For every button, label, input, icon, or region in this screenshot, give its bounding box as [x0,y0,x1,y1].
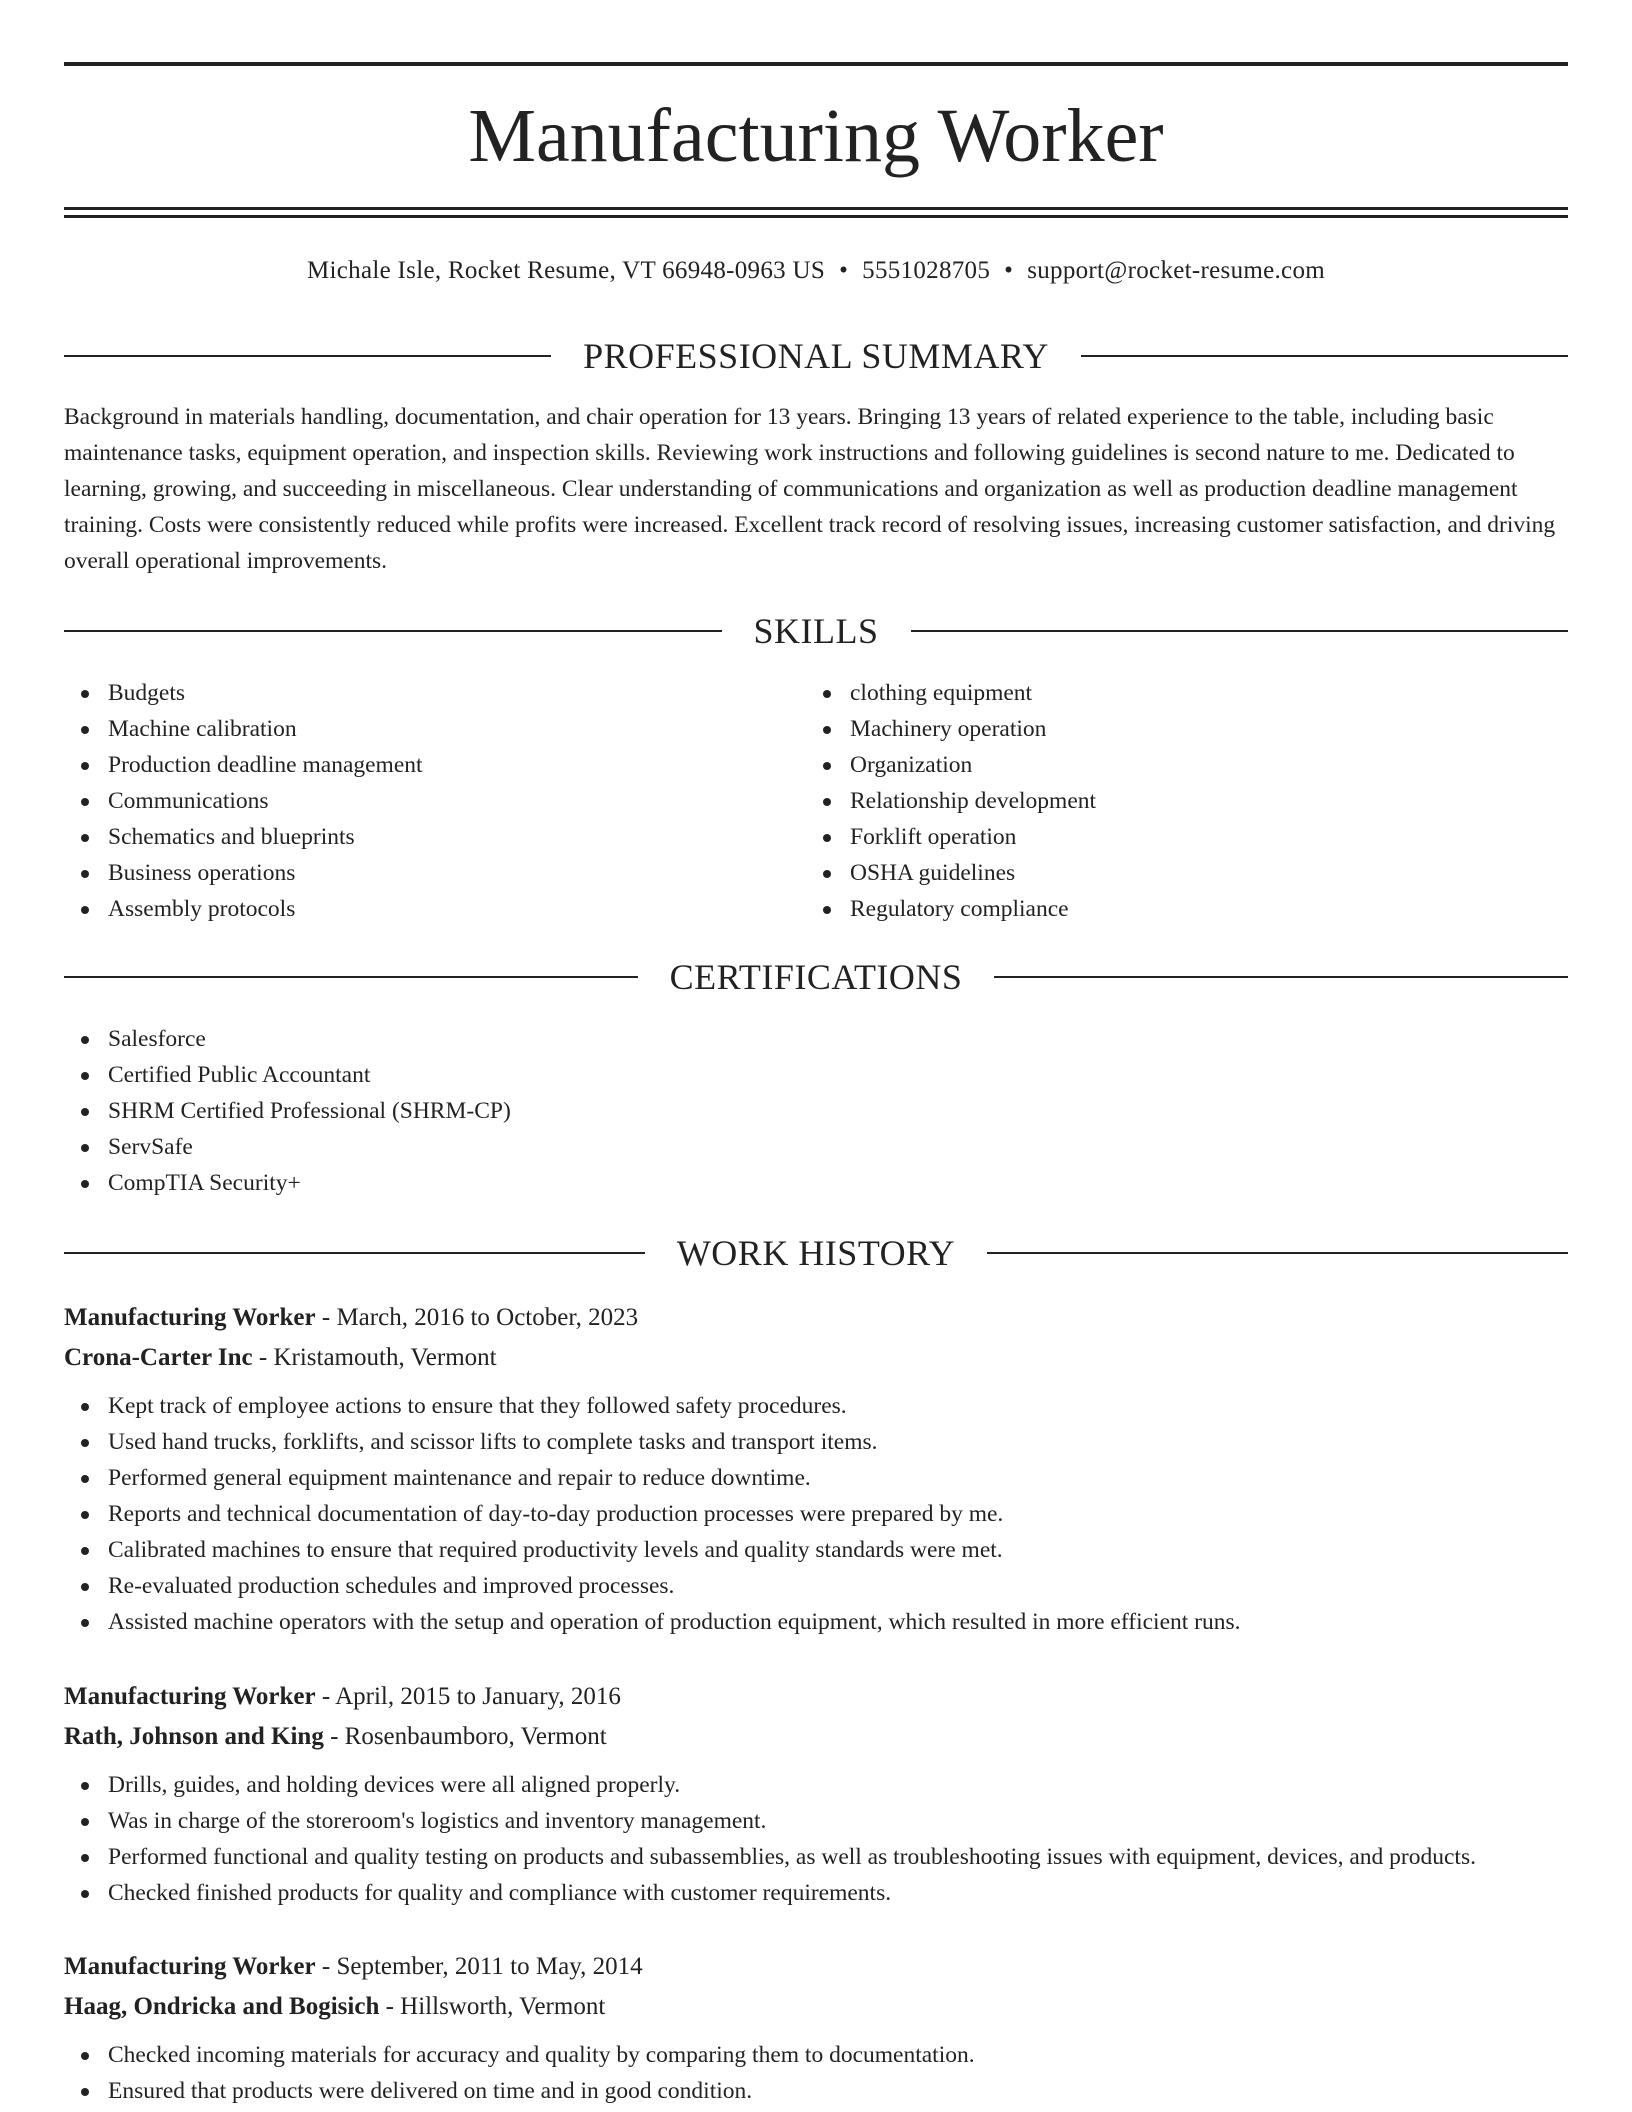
skills-heading-label: SKILLS [753,611,879,651]
skill-item: Business operations [64,855,423,891]
job-duty: Performed general equipment maintenance and repair to reduce downtime. [64,1460,1568,1496]
job-company-line [64,1987,1568,2027]
job-duty: Used hand trucks, forklifts, and scissor lifts to complete tasks and transport items. [64,1424,1568,1460]
job-duty: Re-evaluated production schedules and improved processes. [64,1568,1568,1604]
heading-rule-right [987,1252,1568,1254]
skills-list-right [806,675,1096,927]
certification-item: CompTIA Security+ [64,1165,511,1201]
skill-item: Organization [806,747,1096,783]
job-duty: Calibrated machines to ensure that required productivity levels and quality standards were met. [64,1532,1568,1568]
heading-rule-right [911,630,1569,632]
job-duty: Checked finished products for quality and compliance with customer requirements. [64,1875,1568,1911]
heading-rule-left [64,1252,645,1254]
job-duty: Was in charge of the storeroom's logistics and inventory management. [64,1803,1568,1839]
skill-item: Assembly protocols [64,891,423,927]
skills-list-left [64,675,423,927]
skill-item: Relationship development [806,783,1096,819]
contact-phone: 5551028705 [862,257,991,284]
certifications-heading-label: CERTIFICATIONS [669,957,963,997]
job-company: Rath, Johnson and King [64,1723,324,1750]
certifications-section-heading [64,955,1568,999]
job-location: - Kristamouth, Vermont [252,1344,497,1371]
heading-rule-left [64,355,551,357]
job-duty: Kept track of employee actions to ensure that they followed safety procedures. [64,1388,1568,1424]
job-dates: - March, 2016 to October, 2023 [315,1304,639,1331]
job-company: Crona-Carter Inc [64,1344,253,1371]
job-title-line [64,1298,1568,1338]
contact-address: Michale Isle, Rocket Resume, VT 66948-0963 US [307,257,826,284]
heading-rule-right [1081,355,1568,357]
certification-item: Salesforce [64,1021,511,1057]
contact-line [64,254,1568,288]
skill-item: Forklift operation [806,819,1096,855]
title-rule-upper [64,207,1568,210]
skill-item: OSHA guidelines [806,855,1096,891]
job-entry [64,1298,1568,1640]
skill-item: clothing equipment [806,675,1096,711]
summary-text: Background in materials handling, documentation, and chair operation for 13 years. Bringing 13 years of related experience to the table, including basic maintenance tasks, equipment operation, and inspection skills. Reviewing work instructions and following guidelines is second nature to me. Dedicated to learning, growing, and succeeding in miscellaneous. Clear understanding of communications and organization as well as production deadline management training. Costs were consistently reduced while profits were increased. Excellent track record of resolving issues, increasing customer satisfaction, and driving overall operational improvements. [64,404,1556,574]
heading-rule-left [64,630,722,632]
job-duties-list [64,2037,1568,2109]
heading-rule-right [994,976,1568,978]
job-position: Manufacturing Worker [64,1304,316,1331]
job-duty: Ensured that products were delivered on time and in good condition. [64,2073,1568,2109]
skills-section-heading [64,609,1568,653]
job-dates: - September, 2011 to May, 2014 [315,1953,643,1980]
work-history-section-heading [64,1231,1568,1275]
certifications-list [64,1021,511,1201]
job-company-line [64,1338,1568,1378]
skill-item: Machine calibration [64,711,423,747]
job-duties-list [64,1388,1568,1640]
work-history-heading-label: WORK HISTORY [676,1233,956,1273]
job-duty: Performed functional and quality testing on products and subassemblies, as well as troubleshooting issues with equipment, devices, and products. [64,1839,1568,1875]
skill-item: Machinery operation [806,711,1096,747]
job-position: Manufacturing Worker [64,1683,316,1710]
resume-title: Manufacturing Worker [468,94,1164,178]
job-title-line [64,1677,1568,1717]
certification-item: Certified Public Accountant [64,1057,511,1093]
summary-section-heading [64,334,1568,378]
job-duty: Assisted machine operators with the setup and operation of production equipment, which resulted in more efficient runs. [64,1604,1568,1640]
skill-item: Schematics and blueprints [64,819,423,855]
job-entry [64,1677,1568,1911]
top-rule [64,62,1568,66]
certification-item: ServSafe [64,1129,511,1165]
job-title-line [64,1947,1568,1987]
summary-heading-label: PROFESSIONAL SUMMARY [583,336,1049,376]
contact-separator: • [839,257,849,284]
contact-separator: • [1004,257,1014,284]
job-position: Manufacturing Worker [64,1953,316,1980]
skill-item: Communications [64,783,423,819]
job-duty: Reports and technical documentation of day-to-day production processes were prepared by me. [64,1496,1568,1532]
title-rule-lower [64,215,1568,218]
job-duty: Drills, guides, and holding devices were all aligned properly. [64,1767,1568,1803]
job-location: - Hillsworth, Vermont [379,1993,606,2020]
contact-email: support@rocket-resume.com [1027,257,1325,284]
job-company-line [64,1717,1568,1757]
skill-item: Budgets [64,675,423,711]
job-duties-list [64,1767,1568,1911]
job-location: - Rosenbaumboro, Vermont [323,1723,607,1750]
job-entry [64,1947,1568,2109]
heading-rule-left [64,976,638,978]
skill-item: Production deadline management [64,747,423,783]
job-duty: Checked incoming materials for accuracy and quality by comparing them to documentation. [64,2037,1568,2073]
skill-item: Regulatory compliance [806,891,1096,927]
certification-item: SHRM Certified Professional (SHRM-CP) [64,1093,511,1129]
job-dates: - April, 2015 to January, 2016 [315,1683,621,1710]
job-company: Haag, Ondricka and Bogisich [64,1993,380,2020]
